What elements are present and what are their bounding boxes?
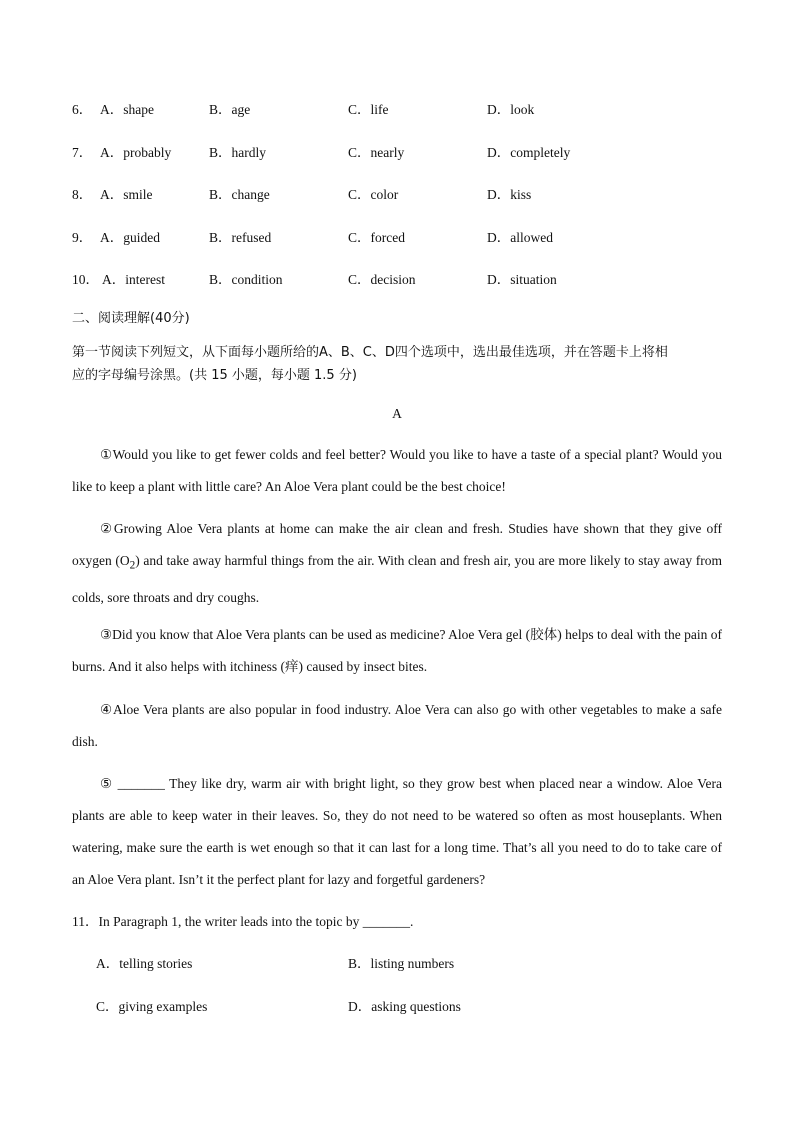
question-row-10: [0, 270, 794, 290]
paragraph-text: ④Aloe Vera plants are also popular in food industry. Aloe Vera can also go with other vegetables to make a safe dish.: [72, 702, 722, 749]
question-number: 8．: [72, 187, 93, 202]
passage-label: A: [392, 406, 402, 421]
option-d: D．kiss: [487, 187, 532, 202]
instruction-line-1: 第一节阅读下列短文，从下面每小题所给的A、B、C、D四个选项中，选出最佳选项，并在答题卡上将相: [72, 345, 668, 360]
question-row-6: [0, 100, 794, 120]
paragraph-text: ⑤ _______ They like dry, warm air with bright light, so they grow best when placed near a window. Aloe Vera plants are able to keep water in their leaves. So, they do not need to be watered so often as most houseplants. When watering, make sure the earth is wet enough so that it can last for a long time. That’s all you need to do to take care of an Aloe Vera plant. Isn’t it the perfect plant for lazy and forgetful gardeners?: [72, 776, 722, 887]
paragraph-text: ①Would you like to get fewer colds and feel better? Would you like to have a taste of a special plant? Would you like to keep a plant with little care? An Aloe Vera plant could be the best choice!: [72, 447, 722, 494]
question-11-stem: 11．In Paragraph 1, the writer leads into the topic by _______.: [72, 914, 414, 929]
option-a: A．probably: [100, 145, 172, 160]
paragraph-text-part: ) and take away harmful things from the air. With clean and fresh air, you are more likely to stay away from colds, sore throats and dry coughs.: [72, 553, 722, 605]
question-number: 7．: [72, 145, 93, 160]
question-11-option-d: D．asking questions: [348, 999, 461, 1014]
option-d: D．allowed: [487, 230, 553, 245]
section-title: 二、阅读理解(40分): [72, 311, 190, 326]
question-number: 10．: [72, 272, 99, 287]
paragraph-text-part: ②Growing Aloe Vera plants at home can make the air clean and fresh. Studies have shown that they give off oxygen (O: [72, 521, 722, 568]
paragraph-2: [72, 513, 722, 614]
question-row-9: [0, 228, 794, 248]
question-number: 9．: [72, 230, 93, 245]
question-11-option-a: A．telling stories: [96, 956, 193, 971]
option-b: B．condition: [209, 272, 283, 287]
instruction-line-2: 应的字母编号涂黑。(共 15 小题，每小题 1.5 分): [72, 368, 357, 383]
question-row-8: [0, 185, 794, 205]
paragraph-5: [72, 768, 722, 896]
option-a: A．interest: [102, 272, 165, 287]
paragraph-3: [72, 619, 722, 683]
paragraph-1: [72, 439, 722, 503]
option-c: C．nearly: [348, 145, 405, 160]
option-b: B．age: [209, 102, 251, 117]
paragraph-4: [72, 694, 722, 758]
option-b: B．refused: [209, 230, 272, 245]
option-c: C．life: [348, 102, 389, 117]
subscript: 2: [129, 559, 136, 572]
paragraph-text: [72, 513, 722, 614]
option-b: B．hardly: [209, 145, 266, 160]
option-b: B．change: [209, 187, 270, 202]
option-d: D．completely: [487, 145, 571, 160]
question-number: 6．: [72, 102, 93, 117]
option-c: C．forced: [348, 230, 405, 245]
question-row-7: [0, 143, 794, 163]
option-a: A．guided: [100, 230, 160, 245]
option-a: A．smile: [100, 187, 153, 202]
question-11-option-c: C．giving examples: [96, 999, 208, 1014]
option-a: A．shape: [100, 102, 154, 117]
option-d: D．situation: [487, 272, 557, 287]
option-c: C．decision: [348, 272, 416, 287]
paragraph-text: ③Did you know that Aloe Vera plants can be used as medicine? Aloe Vera gel (胶体) helps to deal with the pain of burns. And it also helps with itchiness (痒) caused by insect bites.: [72, 627, 722, 674]
question-11-option-b: B．listing numbers: [348, 956, 455, 971]
option-d: D．look: [487, 102, 535, 117]
option-c: C．color: [348, 187, 399, 202]
